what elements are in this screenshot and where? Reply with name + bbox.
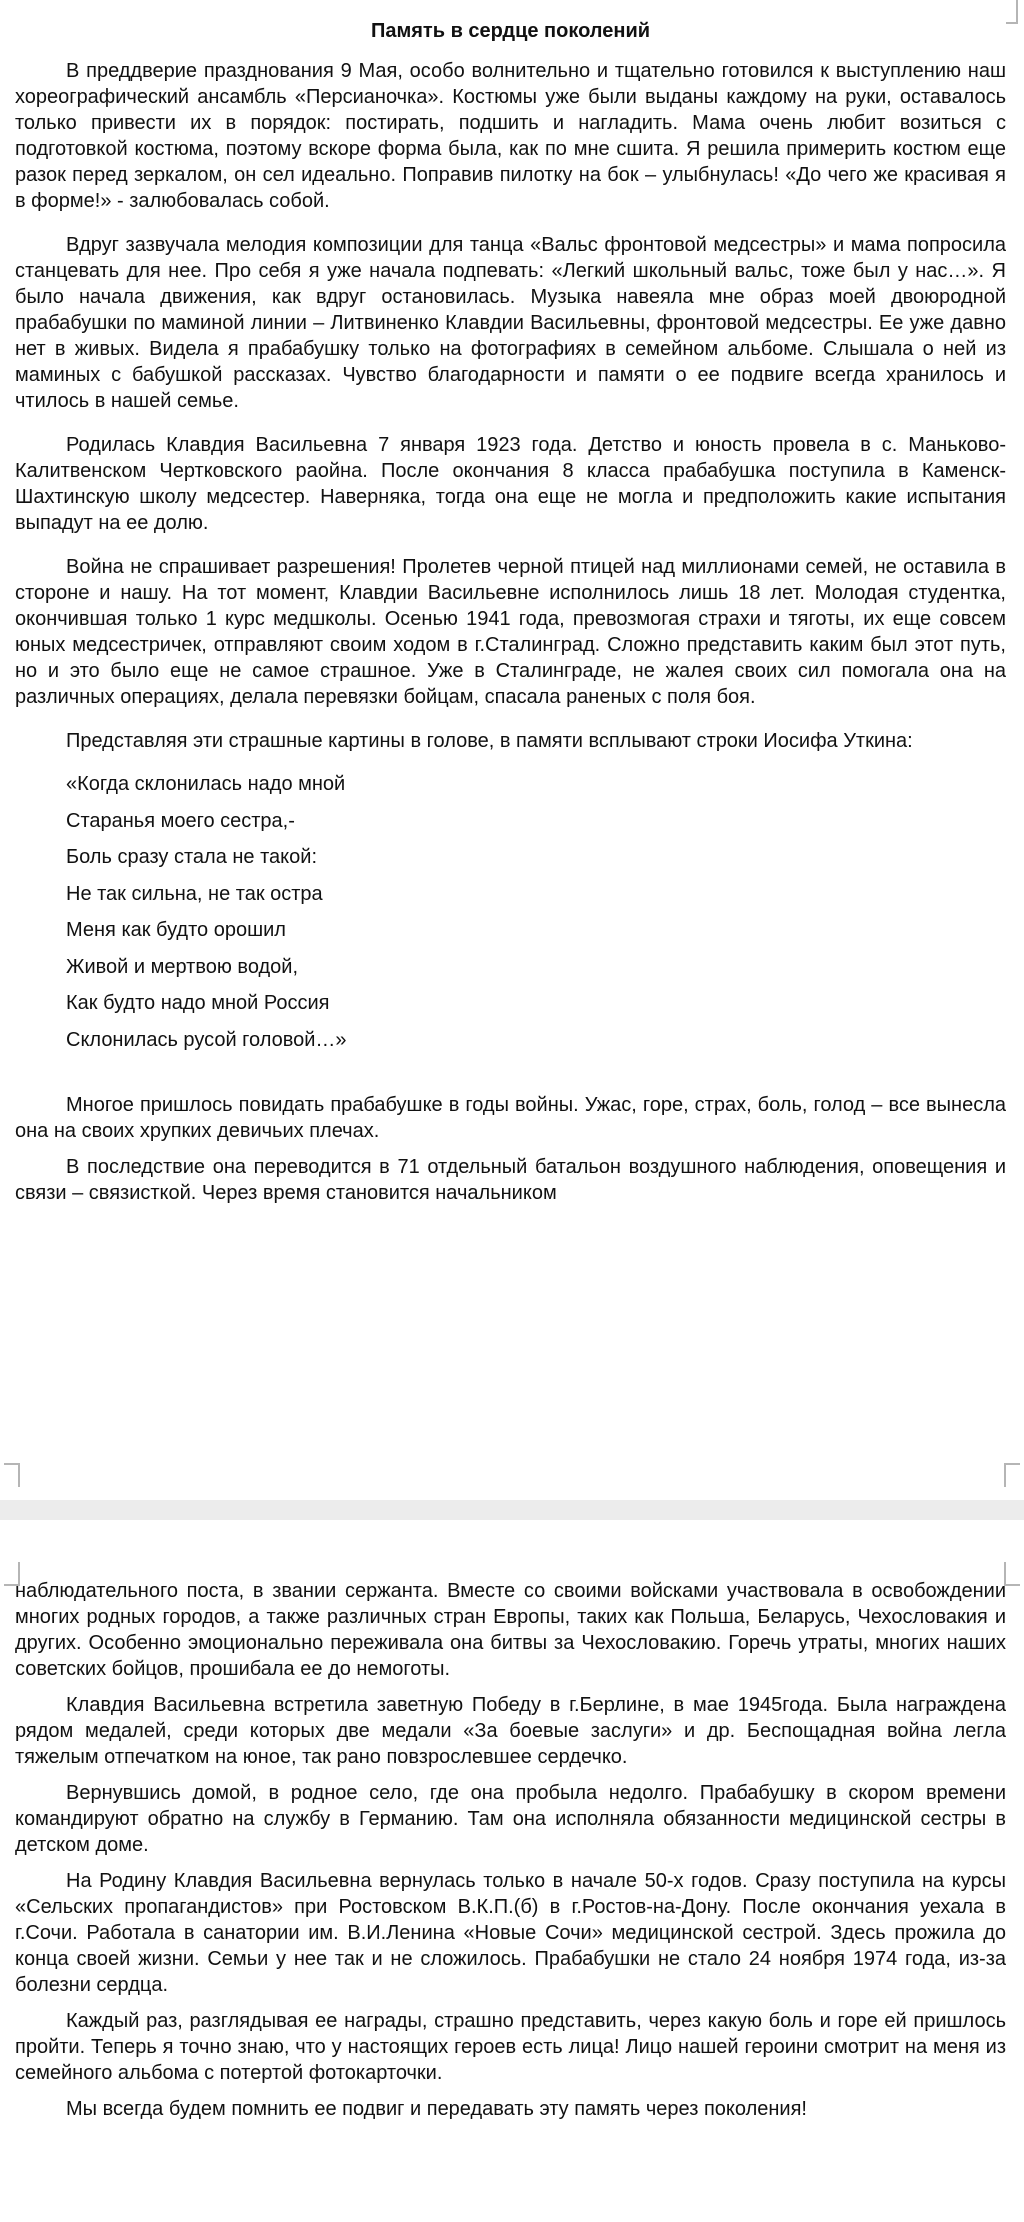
poem	[15, 766, 1006, 1058]
poem-line: Не так сильна, не так остра	[66, 882, 323, 905]
paragraph: Клавдия Васильевна встретила заветную Победу в г.Берлине, в мае 1945года. Была награждена рядом медалей, среди которых две медали «За боевые заслуги» и др. Беспощадная война легла тяжелым отпечатком на юное, так рано повзрослевшее сердечко.	[15, 1694, 1006, 1768]
page-corner-mark	[1006, 0, 1018, 24]
paragraph: Многое пришлось повидать прабабушке в годы войны. Ужас, горе, страх, боль, голод – все вынесла она на своих хрупких девичьих плечах.	[15, 1094, 1006, 1142]
paragraph: Родилась Клавдия Васильевна 7 января 1923 года. Детство и юность провела в с. Маньково-Калитвенском Чертковского раойна. После окончания 8 класса прабабушка поступила в Каменск-Шахтинскую школу медсестер. Наверняка, тогда она еще не могла и предположить какие испытания выпадут на ее долю.	[15, 434, 1006, 534]
page-corner-mark	[4, 1562, 20, 1586]
page-corner-mark	[1004, 1562, 1020, 1586]
document-page-2	[0, 1520, 1024, 2222]
poem-line: Меня как будто орошил	[66, 919, 286, 941]
paragraph: Вернувшись домой, в родное село, где она пробыла недолго. Прабабушку в скором времени командируют обратно на службу в Германию. Там она исполняла обязанности медицинской сестры в детском доме.	[15, 1782, 1006, 1856]
paragraph: Вдруг зазвучала мелодия композиции для танца «Вальс фронтовой медсестры» и мама попросила станцевать для нее. Про себя я уже начала подпевать: «Легкий школьный вальс, тоже был у нас…». Я было начала движения, как вдруг остановилась. Музыка навеяла мне образ моей двоюродной прабабушки по маминой линии – Литвиненко Клавдии Васильевны, фронтовой медсестры. Ее уже давно нет в живых. Видела я прабабушку только на фотографиях в семейном альбоме. Слышала о ней из маминых с бабушкой рассказах. Чувство благодарности и памяти о ее подвиге всегда хранилось и чтилось в нашей семье.	[15, 234, 1006, 412]
page-corner-mark	[1004, 1463, 1020, 1487]
paragraph: Война не спрашивает разрешения! Пролетев черной птицей над миллионами семей, не оставила в стороне и нашу. На тот момент, Клавдии Васильевне исполнилось лишь 18 лет. Молодая студентка, окончившая только 1 курс медшколы. Осенью 1941 года, превозмогая страхи и тяготы, их еще совсем юных медсестричек, отправляют своим ходом в г.Сталинград. Сложно представить каким был этот путь, но и это было еще не самое страшное. Уже в Сталинграде, не жалея своих сил помогала она на различных операциях, делала перевязки бойцам, спасала раненых с поля боя.	[15, 556, 1006, 708]
paragraph: наблюдательного поста, в звании сержанта. Вместе со своими войсками участвовала в освобождении многих родных городов, а также различных стран Европы, таких как Польша, Беларусь, Чехословакия и других. Особенно эмоционально переживала она битвы за Чехословакию. Горечь утраты, многих наших советских бойцов, прошибала ее до немоготы.	[15, 1580, 1006, 1680]
poem-line: Живой и мертвою водой,	[66, 955, 299, 978]
poem-line: Боль сразу стала не такой:	[66, 846, 317, 868]
paragraph: Мы всегда будем помнить ее подвиг и передавать эту память через поколения!	[66, 2098, 807, 2120]
paragraph: На Родину Клавдия Васильевна вернулась только в начале 50-х годов. Сразу поступила на курсы «Сельских пропагандистов» при Ростовском В.К.П.(б) в г.Ростов-на-Дону. После окончания уехала в г.Сочи. Работала в санатории им. В.И.Ленина «Новые Сочи» медицинской сестрой. Здесь прожила до конца своей жизни. Семьи у нее так и не сложилось. Прабабушки не стало 24 ноября 1974 года, из-за болезни сердца.	[15, 1870, 1006, 1996]
poem-line: «Когда склонилась надо мной	[66, 773, 346, 795]
poem-line: Старанья моего сестра,-	[66, 809, 295, 832]
page-corner-mark	[4, 1463, 20, 1487]
paragraph: В преддверие празднования 9 Мая, особо волнительно и тщательно готовился к выступлению наш хореографический ансамбль «Персианочка». Костюмы уже были выданы каждому на руки, оставалось только привести их в порядок: постирать, подшить и нагладить. Мама очень любит возиться с подготовкой костюма, поэтому вскоре форма была, как по мне сшита. Я решила примерить костюм еще разок перед зеркалом, он сел идеально. Поправив пилотку на бок – улыбнулась! «До чего же красивая я в форме!» - залюбовалась собой.	[15, 60, 1006, 212]
page-separator	[0, 1500, 1024, 1520]
document-title: Память в сердце поколений	[370, 20, 651, 42]
poem-line: Склонилась русой головой…»	[66, 1028, 347, 1051]
paragraph: Каждый раз, разглядывая ее награды, страшно представить, через какую боль и горе ей пришлось пройти. Теперь я точно знаю, что у настоящих героев есть лица! Лицо нашей героини смотрит на меня из семейного альбома с потертой фотокарточки.	[15, 2010, 1006, 2084]
poem-line: Как будто надо мной Россия	[66, 992, 330, 1014]
paragraph: В последствие она переводится в 71 отдельный батальон воздушного наблюдения, оповещения и связи – связисткой. Через время становится начальником	[15, 1156, 1006, 1204]
paragraph: Представляя эти страшные картины в голове, в памяти всплывают строки Иосифа Уткина:	[66, 730, 913, 752]
